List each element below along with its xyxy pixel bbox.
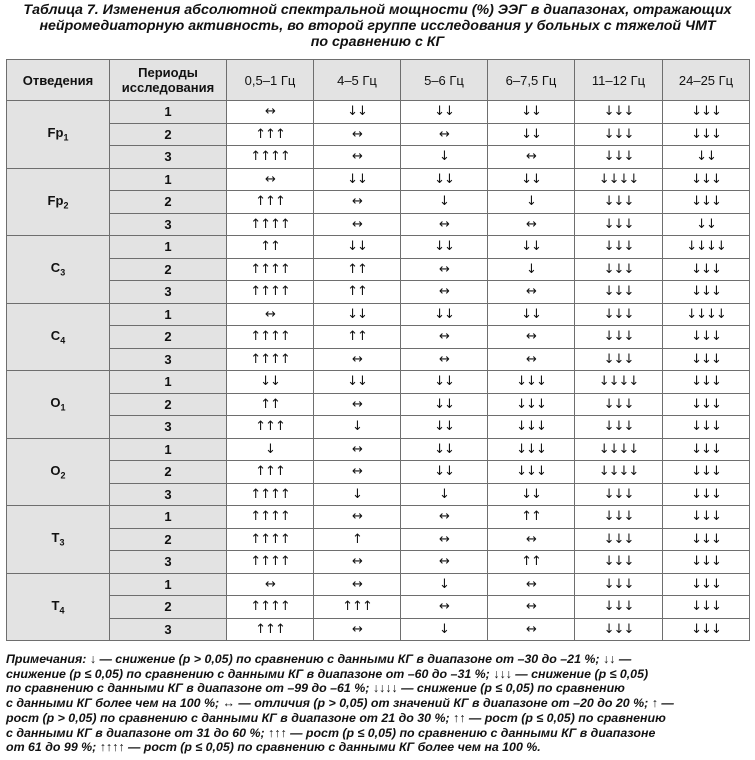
value-cell: ↓↓ [488, 101, 575, 124]
period-cell: 1 [110, 303, 227, 326]
period-cell: 1 [110, 236, 227, 259]
value-cell: ↓↓↓ [663, 281, 750, 304]
value-cell: ↔ [401, 551, 488, 574]
value-cell: ↓ [488, 258, 575, 281]
value-cell: ↓↓ [314, 101, 401, 124]
value-cell: ↓↓↓ [488, 416, 575, 439]
value-cell: ↔ [488, 326, 575, 349]
period-cell: 3 [110, 551, 227, 574]
value-cell: ↔ [401, 258, 488, 281]
lead-cell [7, 438, 110, 506]
period-cell: 3 [110, 483, 227, 506]
table-row [7, 281, 750, 304]
period-cell: 1 [110, 438, 227, 461]
value-cell: ↔ [401, 506, 488, 529]
period-cell: 1 [110, 168, 227, 191]
value-cell: ↓↓↓ [663, 573, 750, 596]
lead-label: T [51, 530, 60, 546]
lead-subscript: 2 [60, 470, 66, 481]
value-cell: ↔ [401, 123, 488, 146]
value-cell: ↔ [488, 573, 575, 596]
table-body [7, 101, 750, 641]
value-cell: ↓ [401, 573, 488, 596]
table-row [7, 416, 750, 439]
value-cell: ↑↑ [488, 506, 575, 529]
value-cell: ↓↓↓↓ [575, 168, 663, 191]
value-cell: ↔ [314, 461, 401, 484]
value-cell: ↑↑↑↑ [227, 551, 314, 574]
table-row [7, 483, 750, 506]
value-cell: ↓↓↓ [663, 101, 750, 124]
value-cell: ↓↓ [488, 168, 575, 191]
value-cell: ↔ [488, 146, 575, 169]
value-cell: ↔ [401, 213, 488, 236]
lead-label: Fp [47, 192, 64, 208]
value-cell: ↓↓↓ [575, 596, 663, 619]
value-cell: ↔ [227, 168, 314, 191]
period-cell: 2 [110, 461, 227, 484]
value-cell: ↓↓ [401, 371, 488, 394]
lead-subscript: 3 [60, 268, 66, 279]
period-cell: 3 [110, 348, 227, 371]
value-cell: ↑↑↑↑ [227, 528, 314, 551]
value-cell: ↓ [401, 146, 488, 169]
table-row [7, 213, 750, 236]
note-line: рост (p > 0,05) по сравнению с данными КГ в диапазоне от 21 до 30 %; ↑↑ — рост (p ≤ 0,05) по сравнению [6, 710, 666, 725]
value-cell: ↓↓↓ [575, 528, 663, 551]
value-cell: ↔ [314, 573, 401, 596]
header-band: 0,5–1 Гц [227, 60, 314, 101]
table-row [7, 326, 750, 349]
lead-subscript: 1 [63, 133, 69, 144]
value-cell: ↓↓↓ [488, 461, 575, 484]
table-notes [6, 652, 749, 755]
value-cell: ↓↓↓↓ [575, 461, 663, 484]
caption-line: нейромедиаторную активность, во второй группе исследования у больных с тяжелой ЧМТ [39, 18, 716, 34]
lead-cell [7, 303, 110, 371]
value-cell: ↑↑↑ [227, 461, 314, 484]
note-line: с данными КГ более чем на 100 %; ↔ — отличия (p > 0,05) от значений КГ в диапазоне от –20 до 20 %; ↑ — [6, 696, 674, 711]
header-period: Периоды исследования [110, 60, 227, 101]
value-cell: ↑↑ [227, 393, 314, 416]
table-row [7, 438, 750, 461]
value-cell: ↓↓ [663, 213, 750, 236]
value-cell: ↓↓ [401, 101, 488, 124]
value-cell: ↓↓↓ [663, 618, 750, 641]
value-cell: ↑↑↑↑ [227, 348, 314, 371]
value-cell: ↓↓↓ [575, 213, 663, 236]
period-cell: 2 [110, 393, 227, 416]
value-cell: ↓↓↓ [663, 416, 750, 439]
value-cell: ↑↑↑↑ [227, 596, 314, 619]
value-cell: ↓↓ [401, 303, 488, 326]
period-cell: 3 [110, 146, 227, 169]
table-row [7, 551, 750, 574]
value-cell: ↓↓↓ [575, 326, 663, 349]
value-cell: ↓↓↓ [575, 416, 663, 439]
value-cell: ↔ [227, 573, 314, 596]
value-cell: ↓↓↓ [575, 348, 663, 371]
lead-cell [7, 101, 110, 169]
value-cell: ↓ [401, 618, 488, 641]
value-cell: ↓↓↓ [663, 393, 750, 416]
value-cell: ↓↓↓ [663, 326, 750, 349]
value-cell: ↑↑↑↑ [227, 258, 314, 281]
header-band: 5–6 Гц [401, 60, 488, 101]
value-cell: ↓↓↓ [575, 281, 663, 304]
value-cell: ↓↓↓ [663, 348, 750, 371]
value-cell: ↓↓↓ [575, 101, 663, 124]
header-lead: Отведения [7, 60, 110, 101]
value-cell: ↑↑ [488, 551, 575, 574]
value-cell: ↓↓ [401, 393, 488, 416]
value-cell: ↓↓ [663, 146, 750, 169]
value-cell: ↔ [314, 551, 401, 574]
value-cell: ↓↓ [314, 371, 401, 394]
lead-label: C [50, 260, 61, 276]
table-row [7, 371, 750, 394]
table-row [7, 618, 750, 641]
value-cell: ↑↑ [314, 258, 401, 281]
value-cell: ↓↓ [488, 303, 575, 326]
value-cell: ↓↓↓↓ [663, 303, 750, 326]
value-cell: ↔ [401, 528, 488, 551]
value-cell: ↓↓↓ [575, 618, 663, 641]
value-cell: ↓↓↓ [663, 483, 750, 506]
value-cell: ↓↓ [488, 236, 575, 259]
value-cell: ↓↓↓ [488, 393, 575, 416]
value-cell: ↓↓↓ [575, 191, 663, 214]
value-cell: ↔ [488, 348, 575, 371]
value-cell: ↓↓ [314, 168, 401, 191]
value-cell: ↔ [314, 618, 401, 641]
value-cell: ↓↓↓ [575, 483, 663, 506]
value-cell: ↑↑ [314, 281, 401, 304]
period-cell: 3 [110, 416, 227, 439]
value-cell: ↔ [401, 596, 488, 619]
value-cell: ↓↓↓ [663, 123, 750, 146]
header-row [7, 60, 750, 101]
value-cell: ↓↓↓ [663, 596, 750, 619]
value-cell: ↑↑↑↑ [227, 326, 314, 349]
value-cell: ↔ [401, 326, 488, 349]
lead-cell [7, 573, 110, 641]
value-cell: ↑↑↑ [227, 191, 314, 214]
period-cell: 1 [110, 573, 227, 596]
period-cell: 2 [110, 191, 227, 214]
period-cell: 1 [110, 371, 227, 394]
value-cell: ↓↓ [227, 371, 314, 394]
period-cell: 3 [110, 618, 227, 641]
period-cell: 3 [110, 213, 227, 236]
lead-subscript: 1 [60, 403, 66, 414]
value-cell: ↓↓↓ [575, 146, 663, 169]
period-cell: 2 [110, 528, 227, 551]
value-cell: ↑↑↑↑ [227, 146, 314, 169]
table-row [7, 101, 750, 124]
period-cell: 1 [110, 101, 227, 124]
lead-label: T [51, 597, 60, 613]
caption-line: по сравнению с КГ [310, 34, 445, 50]
eeg-power-table [6, 59, 750, 641]
value-cell: ↓↓ [401, 168, 488, 191]
table-row [7, 573, 750, 596]
value-cell: ↓↓↓ [663, 528, 750, 551]
value-cell: ↓↓ [488, 123, 575, 146]
value-cell: ↔ [314, 348, 401, 371]
value-cell: ↓↓↓ [663, 168, 750, 191]
table-row [7, 528, 750, 551]
value-cell: ↓↓ [401, 416, 488, 439]
table-row [7, 393, 750, 416]
period-cell: 1 [110, 506, 227, 529]
value-cell: ↓ [401, 483, 488, 506]
value-cell: ↓↓ [401, 236, 488, 259]
table-row [7, 348, 750, 371]
value-cell: ↓↓↓ [663, 258, 750, 281]
table-row [7, 506, 750, 529]
value-cell: ↔ [401, 281, 488, 304]
value-cell: ↑↑↑ [227, 618, 314, 641]
value-cell: ↓↓↓ [663, 438, 750, 461]
lead-cell [7, 168, 110, 236]
lead-subscript: 2 [63, 200, 69, 211]
value-cell: ↔ [227, 101, 314, 124]
header-band: 24–25 Гц [663, 60, 750, 101]
lead-subscript: 3 [59, 538, 65, 549]
value-cell: ↔ [488, 528, 575, 551]
value-cell: ↓↓↓ [488, 371, 575, 394]
header-band: 6–7,5 Гц [488, 60, 575, 101]
value-cell: ↑↑↑ [227, 123, 314, 146]
value-cell: ↑↑ [227, 236, 314, 259]
value-cell: ↓↓↓ [575, 393, 663, 416]
table-row [7, 123, 750, 146]
value-cell: ↔ [314, 506, 401, 529]
value-cell: ↓↓↓ [663, 506, 750, 529]
value-cell: ↔ [488, 213, 575, 236]
value-cell: ↓ [314, 483, 401, 506]
value-cell: ↓↓↓ [575, 123, 663, 146]
period-cell: 2 [110, 123, 227, 146]
value-cell: ↓↓ [314, 303, 401, 326]
value-cell: ↑↑↑↑ [227, 506, 314, 529]
period-cell: 2 [110, 258, 227, 281]
lead-label: Fp [47, 125, 64, 141]
value-cell: ↔ [314, 393, 401, 416]
value-cell: ↔ [401, 348, 488, 371]
value-cell: ↔ [314, 438, 401, 461]
value-cell: ↓↓↓ [663, 191, 750, 214]
lead-label: O [50, 462, 61, 478]
table-row [7, 146, 750, 169]
table-row [7, 168, 750, 191]
note-line: от 61 до 99 %; ↑↑↑↑ — рост (p ≤ 0,05) по сравнению с данными КГ более чем на 100 %. [6, 740, 541, 755]
value-cell: ↔ [314, 146, 401, 169]
value-cell: ↑↑↑ [314, 596, 401, 619]
table-row [7, 303, 750, 326]
table-row [7, 191, 750, 214]
lead-subscript: 4 [60, 335, 66, 346]
value-cell: ↓↓↓ [488, 438, 575, 461]
value-cell: ↓ [488, 191, 575, 214]
lead-cell [7, 506, 110, 574]
value-cell: ↓↓↓ [663, 551, 750, 574]
note-line: по сравнению с данными КГ в диапазоне от –99 до –61 %; ↓↓↓↓ — снижение (p ≤ 0,05) по сравнению [6, 681, 625, 696]
value-cell: ↓↓↓ [575, 236, 663, 259]
period-cell: 2 [110, 326, 227, 349]
value-cell: ↓↓↓ [575, 303, 663, 326]
value-cell: ↑↑↑↑ [227, 213, 314, 236]
lead-label: C [50, 327, 61, 343]
value-cell: ↓↓ [314, 236, 401, 259]
note-line: с данными КГ в диапазоне от 31 до 60 %; ↑↑↑ — рост (p ≤ 0,05) по сравнению с данными КГ в диапазоне [6, 725, 656, 740]
header-band: 4–5 Гц [314, 60, 401, 101]
value-cell: ↔ [227, 303, 314, 326]
caption-line: Таблица 7. Изменения абсолютной спектральной мощности (%) ЭЭГ в диапазонах, отражающих [23, 2, 732, 18]
value-cell: ↓↓↓ [575, 551, 663, 574]
value-cell: ↓ [314, 416, 401, 439]
value-cell: ↓ [401, 191, 488, 214]
value-cell: ↓↓ [401, 461, 488, 484]
value-cell: ↓↓ [488, 483, 575, 506]
lead-cell [7, 371, 110, 439]
value-cell: ↔ [314, 213, 401, 236]
table-row [7, 461, 750, 484]
value-cell: ↓ [227, 438, 314, 461]
value-cell: ↓↓↓↓ [575, 438, 663, 461]
table-row [7, 258, 750, 281]
value-cell: ↓↓↓ [663, 461, 750, 484]
lead-label: O [50, 395, 61, 411]
period-cell: 3 [110, 281, 227, 304]
lead-subscript: 4 [59, 605, 65, 616]
note-line: снижение (p ≤ 0,05) по сравнению с данными КГ в диапазоне от –60 до –31 %; ↓↓↓ — снижение (p ≤ 0,05) [6, 666, 649, 681]
value-cell: ↓↓↓ [575, 573, 663, 596]
value-cell: ↑↑↑ [227, 416, 314, 439]
period-cell: 2 [110, 596, 227, 619]
value-cell: ↔ [488, 596, 575, 619]
value-cell: ↓↓↓↓ [575, 371, 663, 394]
value-cell: ↔ [314, 191, 401, 214]
value-cell: ↓↓↓↓ [663, 236, 750, 259]
value-cell: ↑↑↑↑ [227, 483, 314, 506]
value-cell: ↑↑↑↑ [227, 281, 314, 304]
value-cell: ↔ [488, 618, 575, 641]
value-cell: ↓↓↓ [575, 506, 663, 529]
value-cell: ↔ [488, 281, 575, 304]
value-cell: ↑↑ [314, 326, 401, 349]
note-line: Примечания: ↓ — снижение (p > 0,05) по сравнению с данными КГ в диапазоне от –30 до –21 %; ↓↓ — [6, 652, 632, 666]
value-cell: ↔ [314, 123, 401, 146]
lead-cell [7, 236, 110, 304]
header-band: 11–12 Гц [575, 60, 663, 101]
table-row [7, 596, 750, 619]
value-cell: ↓↓↓ [663, 371, 750, 394]
table-row [7, 236, 750, 259]
value-cell: ↓↓↓ [575, 258, 663, 281]
value-cell: ↑ [314, 528, 401, 551]
value-cell: ↓↓ [401, 438, 488, 461]
table-caption [6, 2, 749, 50]
